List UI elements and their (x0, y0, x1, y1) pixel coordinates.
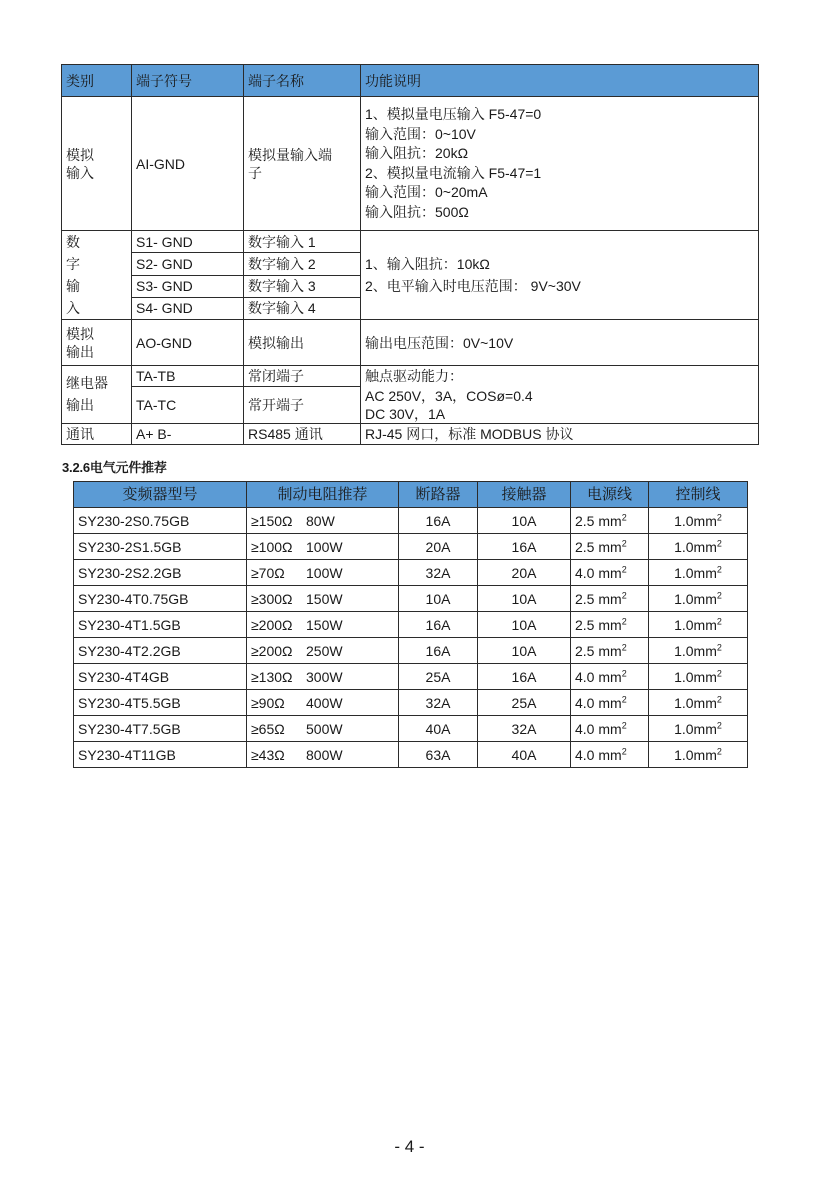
control-cable (649, 716, 748, 742)
resistor-value: ≥300Ω (251, 590, 293, 607)
power-cable (571, 638, 649, 664)
digital-input-symbol: S4- GND (132, 297, 244, 319)
inverter-model: SY230-4T0.75GB (74, 586, 247, 612)
power-cable-value: 4.0 mm (575, 694, 622, 711)
power-cable-superscript: 2 (621, 693, 627, 704)
power-cable (571, 716, 649, 742)
control-cable-value: 1.0mm (674, 590, 717, 607)
header-braking-resistor: 制动电阻推荐 (247, 482, 399, 508)
resistor-power: 150W (306, 616, 343, 633)
power-cable-value: 4.0 mm (575, 720, 622, 737)
braking-resistor (247, 586, 399, 612)
control-cable (649, 664, 748, 690)
braking-resistor (247, 612, 399, 638)
resistor-value: ≥65Ω (251, 720, 285, 737)
resistor-power: 80W (306, 512, 335, 529)
table-row (74, 690, 748, 716)
contactor: 10A (478, 638, 571, 664)
resistor-value: ≥200Ω (251, 616, 293, 633)
component-table-body (74, 508, 748, 768)
page-number: - 4 - (394, 1137, 425, 1156)
communication-category: 通讯 (62, 423, 132, 444)
control-cable (649, 742, 748, 768)
control-cable-value: 1.0mm (674, 616, 717, 633)
control-cable-value: 1.0mm (674, 668, 717, 685)
table-row (74, 508, 748, 534)
control-cable (649, 690, 748, 716)
power-cable (571, 690, 649, 716)
control-cable-superscript: 2 (716, 589, 722, 600)
table-row (74, 586, 748, 612)
component-table-header-row (74, 482, 748, 508)
inverter-model: SY230-4T5.5GB (74, 690, 247, 716)
digital-input-name: 数字输入 1 (244, 231, 361, 253)
analog-output-category: 模拟 输出 (62, 320, 132, 366)
contactor: 10A (478, 586, 571, 612)
relay-output-symbol: TA-TC (132, 387, 244, 424)
resistor-value: ≥130Ω (251, 668, 293, 685)
power-cable (571, 534, 649, 560)
digital-input-description: 1、输入阻抗：10kΩ 2、电平输入时电压范围： 9V~30V (361, 231, 759, 320)
power-cable-superscript: 2 (621, 589, 627, 600)
power-cable-superscript: 2 (621, 745, 627, 756)
analog-input-description: 1、模拟量电压输入 F5-47=0 输入范围：0~10V 输入阻抗：20kΩ 2、模拟量电流输入 F5-47=1 输入范围：0~20mA 输入阻抗：500Ω (361, 97, 759, 231)
control-cable-value: 1.0mm (674, 564, 717, 581)
control-cable (649, 586, 748, 612)
braking-resistor (247, 638, 399, 664)
header-terminal-symbol: 端子符号 (132, 65, 244, 97)
control-cable-value: 1.0mm (674, 642, 717, 659)
braking-resistor (247, 690, 399, 716)
braking-resistor (247, 664, 399, 690)
inverter-model: SY230-4T7.5GB (74, 716, 247, 742)
section-heading: 3.2.6电气元件推荐 (62, 460, 167, 475)
control-cable-superscript: 2 (716, 537, 722, 548)
inverter-model: SY230-4T11GB (74, 742, 247, 768)
table-row (74, 742, 748, 768)
header-inverter-model: 变频器型号 (74, 482, 247, 508)
control-cable-superscript: 2 (716, 641, 722, 652)
control-cable-superscript: 2 (716, 745, 722, 756)
power-cable (571, 560, 649, 586)
header-control-cable: 控制线 (649, 482, 748, 508)
table-row (74, 612, 748, 638)
inverter-model: SY230-2S1.5GB (74, 534, 247, 560)
power-cable-superscript: 2 (621, 615, 627, 626)
power-cable (571, 508, 649, 534)
relay-output-row-1 (62, 366, 759, 387)
digital-input-category-char-3: 输 (66, 278, 80, 294)
digital-input-name: 数字输入 2 (244, 253, 361, 275)
relay-output-symbol: TA-TB (132, 366, 244, 387)
control-cable-value: 1.0mm (674, 694, 717, 711)
digital-input-symbol: S2- GND (132, 253, 244, 275)
power-cable-superscript: 2 (621, 563, 627, 574)
power-cable-value: 4.0 mm (575, 668, 622, 685)
power-cable (571, 586, 649, 612)
control-cable-value: 1.0mm (674, 720, 717, 737)
control-cable (649, 560, 748, 586)
terminal-table-header-row (62, 65, 759, 97)
analog-output-name: 模拟输出 (244, 320, 361, 366)
header-power-cable: 电源线 (571, 482, 649, 508)
circuit-breaker: 32A (399, 690, 478, 716)
circuit-breaker: 16A (399, 638, 478, 664)
power-cable-value: 4.0 mm (575, 564, 622, 581)
control-cable-value: 1.0mm (674, 512, 717, 529)
resistor-value: ≥43Ω (251, 746, 285, 763)
control-cable-value: 1.0mm (674, 538, 717, 555)
circuit-breaker: 20A (399, 534, 478, 560)
circuit-breaker: 25A (399, 664, 478, 690)
control-cable (649, 612, 748, 638)
circuit-breaker: 63A (399, 742, 478, 768)
communication-description: RJ-45 网口，标准 MODBUS 协议 (361, 423, 759, 444)
circuit-breaker: 10A (399, 586, 478, 612)
relay-output-category: 继电器 输出 (62, 366, 132, 424)
analog-input-name: 模拟量输入端 子 (244, 97, 361, 231)
contactor: 10A (478, 612, 571, 638)
power-cable-superscript: 2 (621, 641, 627, 652)
analog-input-row (62, 97, 759, 231)
power-cable-value: 2.5 mm (575, 538, 622, 555)
contactor: 16A (478, 534, 571, 560)
power-cable-superscript: 2 (621, 719, 627, 730)
control-cable-superscript: 2 (716, 667, 722, 678)
communication-name: RS485 通讯 (244, 423, 361, 444)
power-cable-superscript: 2 (621, 667, 627, 678)
control-cable-superscript: 2 (716, 511, 722, 522)
digital-input-category (62, 231, 132, 320)
relay-output-name: 常闭端子 (244, 366, 361, 387)
digital-input-symbol: S1- GND (132, 231, 244, 253)
resistor-power: 100W (306, 564, 343, 581)
resistor-value: ≥200Ω (251, 642, 293, 659)
braking-resistor (247, 560, 399, 586)
braking-resistor (247, 534, 399, 560)
table-row (74, 560, 748, 586)
power-cable (571, 742, 649, 768)
inverter-model: SY230-4T4GB (74, 664, 247, 690)
control-cable (649, 638, 748, 664)
braking-resistor (247, 508, 399, 534)
contactor: 25A (478, 690, 571, 716)
digital-input-name: 数字输入 4 (244, 297, 361, 319)
digital-input-name: 数字输入 3 (244, 275, 361, 297)
table-row (74, 534, 748, 560)
table-row (74, 638, 748, 664)
digital-input-symbol: S3- GND (132, 275, 244, 297)
power-cable (571, 612, 649, 638)
power-cable-value: 4.0 mm (575, 746, 622, 763)
relay-output-name: 常开端子 (244, 387, 361, 424)
power-cable-value: 2.5 mm (575, 512, 622, 529)
braking-resistor (247, 716, 399, 742)
inverter-model: SY230-2S2.2GB (74, 560, 247, 586)
header-category: 类别 (62, 65, 132, 97)
header-circuit-breaker: 断路器 (399, 482, 478, 508)
header-function-description: 功能说明 (361, 65, 759, 97)
digital-input-row-1 (62, 231, 759, 253)
control-cable (649, 508, 748, 534)
control-cable-superscript: 2 (716, 615, 722, 626)
resistor-power: 300W (306, 668, 343, 685)
digital-input-category-char-1: 数 (66, 234, 80, 250)
analog-input-symbol: AI-GND (132, 97, 244, 231)
table-row (74, 716, 748, 742)
table-row (74, 664, 748, 690)
resistor-value: ≥70Ω (251, 564, 285, 581)
power-cable-value: 2.5 mm (575, 616, 622, 633)
resistor-value: ≥90Ω (251, 694, 285, 711)
power-cable-superscript: 2 (621, 511, 627, 522)
control-cable-value: 1.0mm (674, 746, 717, 763)
communication-symbol: A+ B- (132, 423, 244, 444)
control-cable-superscript: 2 (716, 563, 722, 574)
power-cable-value: 2.5 mm (575, 642, 622, 659)
resistor-value: ≥100Ω (251, 538, 293, 555)
circuit-breaker: 40A (399, 716, 478, 742)
analog-input-category: 模拟 输入 (62, 97, 132, 231)
terminal-function-table (61, 64, 759, 445)
circuit-breaker: 32A (399, 560, 478, 586)
power-cable-superscript: 2 (621, 537, 627, 548)
resistor-power: 250W (306, 642, 343, 659)
contactor: 10A (478, 508, 571, 534)
digital-input-category-char-4: 入 (66, 300, 80, 316)
contactor: 20A (478, 560, 571, 586)
control-cable-superscript: 2 (716, 693, 722, 704)
resistor-value: ≥150Ω (251, 512, 293, 529)
contactor: 40A (478, 742, 571, 768)
power-cable (571, 664, 649, 690)
circuit-breaker: 16A (399, 612, 478, 638)
relay-output-row-2 (62, 387, 759, 424)
analog-output-description: 输出电压范围：0V~10V (361, 320, 759, 366)
braking-resistor (247, 742, 399, 768)
circuit-breaker: 16A (399, 508, 478, 534)
control-cable (649, 534, 748, 560)
inverter-model: SY230-2S0.75GB (74, 508, 247, 534)
analog-output-symbol: AO-GND (132, 320, 244, 366)
resistor-power: 150W (306, 590, 343, 607)
relay-output-description-1: 触点驱动能力： (361, 366, 759, 387)
resistor-power: 400W (306, 694, 343, 711)
resistor-power: 100W (306, 538, 343, 555)
contactor: 16A (478, 664, 571, 690)
digital-input-category-char-2: 字 (66, 256, 80, 272)
contactor: 32A (478, 716, 571, 742)
header-contactor: 接触器 (478, 482, 571, 508)
inverter-model: SY230-4T1.5GB (74, 612, 247, 638)
power-cable-value: 2.5 mm (575, 590, 622, 607)
inverter-model: SY230-4T2.2GB (74, 638, 247, 664)
communication-row (62, 423, 759, 444)
resistor-power: 500W (306, 720, 343, 737)
relay-output-description-2: AC 250V，3A，COSø=0.4 DC 30V，1A (361, 387, 759, 424)
header-terminal-name: 端子名称 (244, 65, 361, 97)
analog-output-row (62, 320, 759, 366)
control-cable-superscript: 2 (716, 719, 722, 730)
component-recommendation-table (73, 481, 748, 768)
resistor-power: 800W (306, 746, 343, 763)
